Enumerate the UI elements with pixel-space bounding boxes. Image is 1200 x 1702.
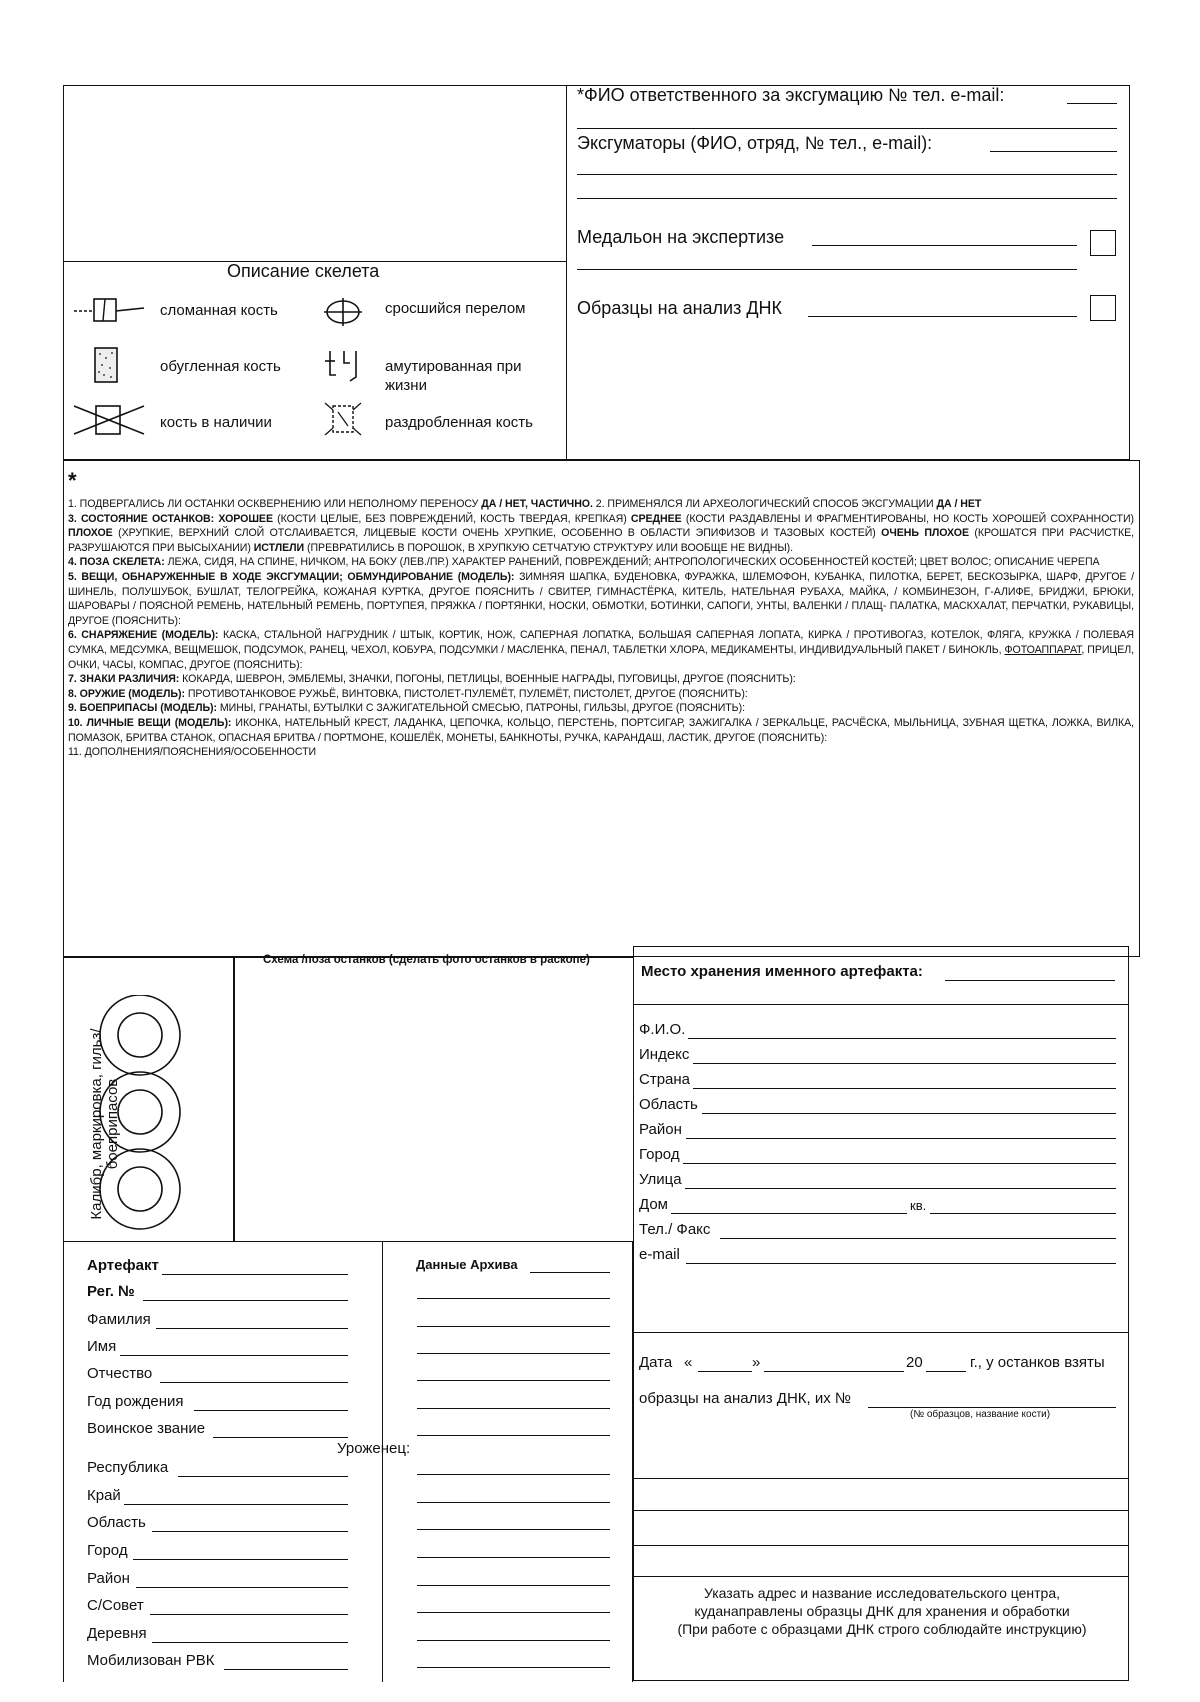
taken-text: г., у останков взяты <box>970 1354 1105 1371</box>
birth-year-line[interactable] <box>194 1410 348 1411</box>
storage-title: Место хранения именного артефакта: <box>641 963 923 980</box>
patronymic-label: Отчество <box>87 1365 153 1382</box>
storage-title-divider <box>633 1004 1129 1005</box>
artifact-divider <box>382 1242 383 1682</box>
notes-star: * <box>68 468 77 493</box>
legend-label: обугленная кость <box>160 358 281 375</box>
dna-divider-1 <box>633 1478 1129 1479</box>
research-note-line: куданаправлены образцы ДНК для хранения и обработки <box>694 1603 1070 1619</box>
exhumers-label: Эксгуматоры (ФИО, отряд, № тел., e-mail): <box>577 133 933 153</box>
note-p9: 9. БОЕПРИПАСЫ (МОДЕЛЬ): МИНЫ, ГРАНАТЫ, БУТЫЛКИ С ЗАЖИГАТЕЛЬНОЙ СМЕСЬЮ, ПАТРОНЫ, ГИЛЬЗЫ, ДРУГОЕ (ПОЯСНИТЬ): <box>68 702 745 715</box>
date-day-line[interactable] <box>698 1371 752 1372</box>
dna-label: Образцы на анализ ДНК <box>577 298 783 318</box>
note-p7: 7. ЗНАКИ РАЗЛИЧИЯ: КОКАРДА, ШЕВРОН, ЭМБЛЕМЫ, ЗНАЧКИ, ПОГОНЫ, ПЕТЛИЦЫ, ВОЕННЫЕ НАГРАДЫ, ПУГОВИЦЫ, ДРУГОЕ (ПОЯСНИТЬ): <box>68 673 796 686</box>
amputated-bone-icon <box>322 345 364 385</box>
healed-fracture-icon <box>322 296 364 328</box>
dna-divider-3 <box>633 1545 1129 1546</box>
note-p11: 11. ДОПОЛНЕНИЯ/ПОЯСНЕНИЯ/ОСОБЕННОСТИ <box>68 746 317 759</box>
phone-line[interactable] <box>720 1238 1116 1239</box>
apt-label: кв. <box>910 1198 927 1213</box>
district-line[interactable] <box>136 1587 348 1588</box>
note-p10: 10. ЛИЧНЫЕ ВЕЩИ (МОДЕЛЬ): ИКОНКА, НАТЕЛЬНЫЙ КРЕСТ, ЛАДАНКА, ЦЕПОЧКА, КОЛЬЦО, ПЕРСТЕНЬ, ПОРТСИГАР, ЗАЖИГАЛКА / ЗЕРКАЛЬЦЕ, РАСЧЁСКА, МЫЛЬНИЦА, ЗУБНАЯ ЩЕТКА, ЛОЖКА, ВИЛКА, ПОМАЗОК, БРИТВА СТАНОК, ОПАСНАЯ БРИТВА / ПОРТМОНЕ, КОШЕЛЁК, МОНЕТЫ, БАНКНОТЫ, РУЧКА, КАРАНДАШ, ЛАСТИК, ДРУГОЕ (ПОЯСНИТЬ): <box>68 716 1134 744</box>
krai-line[interactable] <box>124 1504 348 1505</box>
village-council-label: С/Совет <box>87 1597 144 1614</box>
casing-outer-circle <box>100 1072 180 1152</box>
date-close-quote: » <box>752 1354 761 1371</box>
casing-inner-circle <box>118 1167 162 1211</box>
archive-line-11[interactable] <box>417 1585 610 1586</box>
archive-line-12[interactable] <box>417 1612 610 1613</box>
fio-line[interactable] <box>688 1038 1116 1039</box>
apt-line[interactable] <box>930 1213 1116 1214</box>
name-line[interactable] <box>120 1355 348 1356</box>
research-note-line: (При работе с образцами ДНК строго соблюдайте инструкцию) <box>677 1621 1087 1637</box>
medallion-label: Медальон на экспертизе <box>577 227 785 247</box>
legend-label: раздробленная кость <box>385 414 533 431</box>
house-line[interactable] <box>671 1213 907 1214</box>
country-line[interactable] <box>693 1088 1116 1089</box>
dna-checkbox[interactable] <box>1090 295 1116 321</box>
medallion-checkbox[interactable] <box>1090 230 1116 256</box>
district-label: Район <box>87 1570 130 1587</box>
caliber-circles <box>95 995 185 1235</box>
surname-label: Фамилия <box>87 1311 151 1328</box>
city-label: Город <box>87 1542 128 1559</box>
dna-top-divider <box>633 1332 1129 1333</box>
responsible-label: *ФИО ответственного за эксгумацию № тел. e-mail: <box>577 85 1005 105</box>
mobilized-label: Мобилизован РВК <box>87 1652 215 1669</box>
republic-line[interactable] <box>178 1476 348 1477</box>
village-council-line[interactable] <box>150 1614 348 1615</box>
dna-divider-2 <box>633 1510 1129 1511</box>
exhumers-line[interactable] <box>990 151 1117 152</box>
notes-text <box>68 497 1134 760</box>
birth-year-label: Год рождения <box>87 1393 184 1410</box>
exhumers-line-3[interactable] <box>577 198 1117 199</box>
note-p8: 8. ОРУЖИЕ (МОДЕЛЬ): ПРОТИВОТАНКОВОЕ РУЖЬЁ, ВИНТОВКА, ПИСТОЛЕТ-ПУЛЕМЁТ, ПУЛЕМЁТ, ПИСТОЛЕТ, ДРУГОЕ (ПОЯСНИТЬ): <box>68 687 748 700</box>
samples-hint: (№ образцов, название кости) <box>910 1409 1051 1420</box>
caliber-label: Калибр, маркировка, гильз/боеприпасов <box>88 1028 121 1220</box>
email-label: e-mail <box>639 1246 680 1263</box>
archive-line-2[interactable] <box>417 1326 610 1327</box>
medallion-line[interactable] <box>812 245 1077 246</box>
archive-line-9[interactable] <box>417 1529 610 1530</box>
bone-present-icon <box>70 400 148 440</box>
country-label: Страна <box>639 1071 691 1088</box>
fio-label: Ф.И.О. <box>639 1021 686 1038</box>
mobilized-line[interactable] <box>224 1669 348 1670</box>
oblast-label: Область <box>87 1514 146 1531</box>
house-label: Дом <box>639 1196 668 1213</box>
casing-outer-circle <box>100 1149 180 1229</box>
oblast-field-label: Область <box>639 1096 698 1113</box>
top-divider <box>566 85 567 460</box>
archive-line[interactable] <box>530 1272 610 1273</box>
legend-label: сломанная кость <box>160 302 278 319</box>
responsible-line-2[interactable] <box>577 128 1117 129</box>
district-field-label: Район <box>639 1121 682 1138</box>
legend-label: сросшийся перелом <box>385 300 526 317</box>
note-p6: 6. СНАРЯЖЕНИЕ (МОДЕЛЬ): КАСКА, СТАЛЬНОЙ НАГРУДНИК / ШТЫК, КОРТИК, НОЖ, САПЕРНАЯ ЛОПАТКА, БОЛЬШАЯ САПЕРНАЯ ЛОПАТА, КИРКА / ПРОТИВОГАЗ, КОТЕЛОК, ФЛЯГА, КРУЖКА / ПОЛЕВАЯ СУМКА, МЕДСУМКА, ВЕЩМЕШОК, ПОДСУМОК, РАНЕЦ, ЧЕХОЛ, КОБУРА, ПОДСУМКИ / МАСЛЕНКА, ПЕНАЛ, ТАБЛЕТКИ ХЛОРА, МЕДИКАМЕНТЫ, ИНДИВИДУАЛЬНЫЙ ПАКЕТ / БИНОКЛЬ, ФОТОАППАРАТ, ПРИЦЕЛ, ОЧКИ, ЧАСЫ, КОМПАС, ДРУГОЕ (ПОЯСНИТЬ): <box>68 629 1135 671</box>
samples-line[interactable] <box>868 1407 1116 1408</box>
archive-line-13[interactable] <box>417 1640 610 1641</box>
responsible-line[interactable] <box>1067 103 1117 104</box>
casing-outer-circle <box>100 995 180 1075</box>
surname-line[interactable] <box>156 1328 348 1329</box>
skeleton-legend-title: Описание скелета <box>227 261 380 281</box>
crushed-bone-icon <box>322 398 364 440</box>
archive-line-14[interactable] <box>417 1667 610 1668</box>
republic-label: Республика <box>87 1459 169 1476</box>
legend-label: амутированная при жизни <box>385 358 522 394</box>
archive-line-7[interactable] <box>417 1474 610 1475</box>
krai-label: Край <box>87 1487 121 1504</box>
index-line[interactable] <box>693 1063 1116 1064</box>
index-label: Индекс <box>639 1046 690 1063</box>
scheme-label: Схема /поза останков (сделать фото останков в раскопе) <box>263 954 590 966</box>
district-field-line[interactable] <box>686 1138 1116 1139</box>
exhumers-line-2[interactable] <box>577 174 1117 175</box>
name-label: Имя <box>87 1338 117 1355</box>
archive-line-4[interactable] <box>417 1380 610 1381</box>
street-line[interactable] <box>685 1188 1116 1189</box>
email-line[interactable] <box>686 1263 1116 1264</box>
archive-line-10[interactable] <box>417 1557 610 1558</box>
street-label: Улица <box>639 1171 682 1188</box>
rank-label: Воинское звание <box>87 1420 206 1437</box>
reg-no-line[interactable] <box>143 1300 348 1301</box>
archive-line-8[interactable] <box>417 1502 610 1503</box>
dna-line[interactable] <box>808 316 1077 317</box>
storage-box <box>633 946 1129 1681</box>
city-line[interactable] <box>133 1559 348 1560</box>
legend-label: кость в наличии <box>160 414 272 431</box>
casing-inner-circle <box>118 1090 162 1134</box>
patronymic-line[interactable] <box>160 1382 348 1383</box>
village-line[interactable] <box>152 1642 348 1643</box>
date-label: Дата <box>639 1354 673 1371</box>
oblast-field-line[interactable] <box>702 1113 1116 1114</box>
casing-inner-circle <box>118 1013 162 1057</box>
date-century: 20 <box>906 1354 923 1371</box>
note-p4: 4. ПОЗА СКЕЛЕТА: ЛЕЖА, СИДЯ, НА СПИНЕ, НИЧКОМ, НА БОКУ (ЛЕВ./ПР.) ХАРАКТЕР РАНЕНИЙ, ПОВРЕЖДЕНИЙ; АНТРОПОЛОГИЧЕСКИХ ОСОБЕННОСТЕЙ КОСТЕЙ; ЦВЕТ ВОЛОС; ОПИСАНИЕ ЧЕРЕПА <box>68 556 1100 569</box>
city-field-label: Город <box>639 1146 680 1163</box>
date-month-line[interactable] <box>764 1371 904 1372</box>
date-year-line[interactable] <box>926 1371 966 1372</box>
artifact-label: Артефакт <box>87 1257 159 1274</box>
oblast-line[interactable] <box>152 1531 348 1532</box>
archive-line-3[interactable] <box>417 1353 610 1354</box>
note-p3: 3. СОСТОЯНИЕ ОСТАНКОВ: ХОРОШЕЕ (КОСТИ ЦЕЛЫЕ, БЕЗ ПОВРЕЖДЕНИЙ, КОСТЬ ТВЕРДАЯ, КРЕПКАЯ) СРЕДНЕЕ (КОСТИ РАЗДАВЛЕНЫ И ФРАГМЕНТИРОВАНЫ, НО КОСТЬ ХОРОШЕЙ СОХРАННОСТИ) ПЛОХОЕ (ХРУПКИЕ, ВЕРХНИЙ СЛОЙ ОТСЛАИВАЕТСЯ, ЛИЦЕВЫЕ КОСТИ ОЧЕНЬ ХРУПКИЕ, ОСОБЕННО В ОБЛАСТИ ЭПИФИЗОВ И ТАЗОВЫХ КОСТЕЙ) ОЧЕНЬ ПЛОХОЕ (КРОШАТСЯ ПРИ РАСЧИСТКЕ, РАЗРУШАЮТСЯ ПРИ ВЫСЫХАНИИ) ИСТЛЕЛИ (ПРЕВРАТИЛИСЬ В ПОРОШОК, В ХРУПКУЮ СЕТЧАТУЮ СТРУКТУРУ ИЛИ ВООБЩЕ НЕ ВИДНЫ). <box>68 512 1135 554</box>
scheme-box[interactable] <box>233 957 634 1242</box>
native-label: Уроженец: <box>337 1440 411 1457</box>
village-label: Деревня <box>87 1625 147 1642</box>
dna-divider-4 <box>633 1576 1129 1577</box>
city-field-line[interactable] <box>683 1163 1116 1164</box>
broken-bone-icon <box>70 296 148 326</box>
archive-line-1[interactable] <box>417 1298 610 1299</box>
archive-line-6[interactable] <box>417 1435 610 1436</box>
artifact-left-border <box>63 1242 64 1682</box>
archive-label: Данные Архива <box>416 1257 518 1272</box>
artifact-line[interactable] <box>162 1274 348 1275</box>
note-p5: 5. ВЕЩИ, ОБНАРУЖЕННЫЕ В ХОДЕ ЭКСГУМАЦИИ; ОБМУНДИРОВАНИЕ (МОДЕЛЬ): ЗИМНЯЯ ШАПКА, БУДЕНОВКА, ФУРАЖКА, ШЛЕМОФОН, КУБАНКА, ПИЛОТКА, БЕРЕТ, БЕСКОЗЫРКА, ШАРФ, ДРУГОЕ / ШИНЕЛЬ, ПОЛУШУБОК, БУШЛАТ, ТЕЛОГРЕЙКА, КОЖАНАЯ КУРТКА, ДРУГОЕ ПОЯСНИТЬ / СВИТЕР, ГИМНАСТЁРКА, КИТЕЛЬ, НАТЕЛЬНАЯ РУБАХА, МАЙКА, / КОМБИНЕЗОН, Г-АЛИФЕ, БРИДЖИ, БРЮКИ, ШАРОВАРЫ / ПОЯСНОЙ РЕМЕНЬ, НАТЕЛЬНЫЙ РЕМЕНЬ, ПОРТУПЕЯ, ПРЯЖКА / ПОРТЯНКИ, НОСКИ, ОБМОТКИ, БОТИНКИ, САПОГИ, УНТЫ, ВАЛЕНКИ / ПЛАЩ- ПАЛАТКА, МАСКХАЛАТ, ПЕРЧАТКИ, РУКАВИЦЫ, ДРУГОЕ (ПОЯСНИТЬ): <box>68 570 1134 627</box>
reg-no-label: Рег. № <box>87 1283 135 1300</box>
research-note <box>640 1584 1124 1638</box>
phone-label: Тел./ Факс <box>639 1221 711 1238</box>
storage-title-line[interactable] <box>945 980 1115 981</box>
rank-line[interactable] <box>213 1437 348 1438</box>
research-note-line: Указать адрес и название исследовательского центра, <box>703 1585 1061 1601</box>
charred-bone-icon <box>91 345 121 385</box>
date-open-quote: « <box>684 1354 693 1371</box>
note-p1: 1. ПОДВЕРГАЛИСЬ ЛИ ОСТАНКИ ОСКВЕРНЕНИЮ ИЛИ НЕПОЛНОМУ ПЕРЕНОСУ ДА / НЕТ, ЧАСТИЧНО. 2. ПРИМЕНЯЛСЯ ЛИ АРХЕОЛОГИЧЕСКИЙ СПОСОБ ЭКСГУМАЦИИ ДА / НЕТ <box>68 498 982 510</box>
samples-text: образцы на анализ ДНК, их № <box>639 1390 852 1407</box>
medallion-line-2[interactable] <box>577 269 1077 270</box>
archive-line-5[interactable] <box>417 1408 610 1409</box>
